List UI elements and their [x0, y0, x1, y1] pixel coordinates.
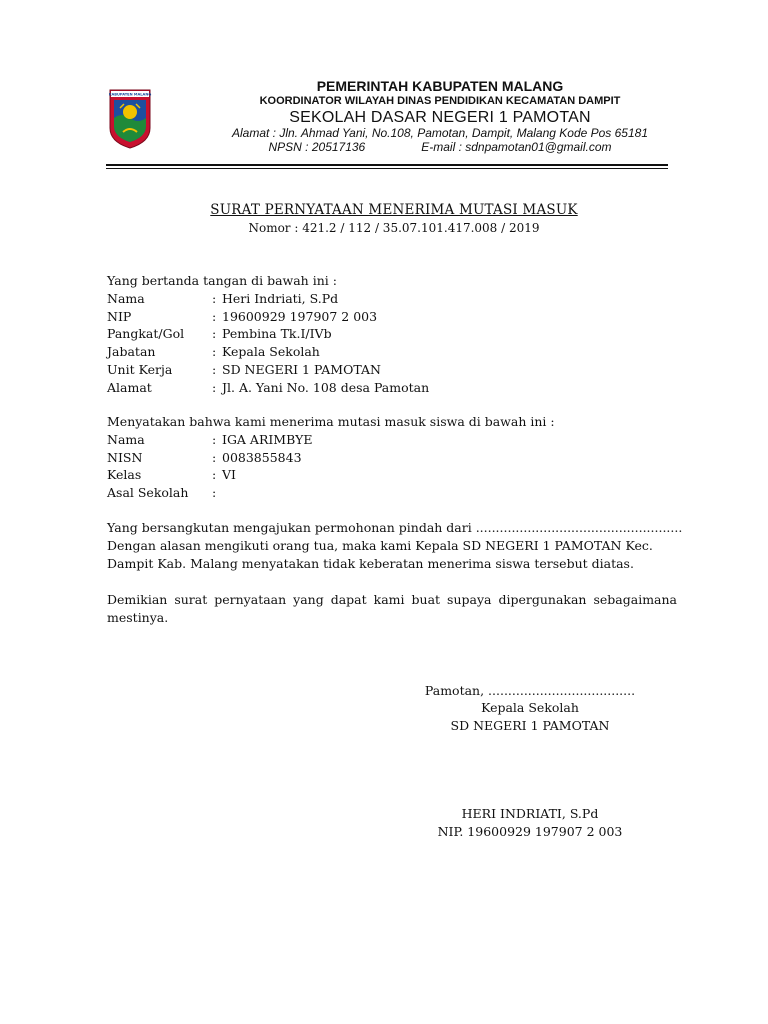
field-label: Unit Kerja	[107, 362, 173, 377]
field-label: Alamat	[107, 380, 152, 395]
signature-school: SD NEGERI 1 PAMOTAN	[450, 718, 610, 733]
field-value: SD NEGERI 1 PAMOTAN	[222, 362, 381, 377]
body-paragraph-1-line-1: Yang bersangkutan mengajukan permohonan pindah dari ....................................................	[107, 520, 683, 535]
field-separator: :	[212, 326, 217, 341]
field-separator: :	[212, 467, 217, 482]
letterhead-address: Alamat : Jln. Ahmad Yani, No.108, Pamotan, Dampit, Malang Kode Pos 65181	[231, 126, 648, 140]
field-value: Jl. A. Yani No. 108 desa Pamotan	[222, 380, 430, 395]
signature-position: Kepala Sekolah	[481, 700, 579, 715]
field-separator: :	[212, 485, 217, 500]
field-value: Pembina Tk.I/IVb	[222, 326, 332, 341]
field-separator: :	[212, 380, 217, 395]
letterhead-contact	[160, 140, 720, 154]
field-separator: :	[212, 362, 217, 377]
field-label: Kelas	[107, 467, 142, 482]
field-separator: :	[212, 450, 217, 465]
npsn-text: NPSN : 20517136	[268, 140, 366, 154]
field-label: NIP	[107, 309, 132, 324]
logo-text: KABUPATEN MALANG	[108, 92, 152, 97]
field-value: Kepala Sekolah	[222, 344, 320, 359]
field-value: 0083855843	[222, 450, 302, 465]
letterhead-government: PEMERINTAH KABUPATEN MALANG	[316, 78, 564, 94]
letterhead-divider-thick	[106, 164, 668, 166]
field-value: VI	[222, 467, 236, 482]
field-label: Nama	[107, 432, 145, 447]
district-emblem-logo	[108, 88, 152, 150]
body-paragraph-2: Demikian surat pernyataan yang dapat kami buat supaya dipergunakan sebagaimana mestinya.	[107, 592, 677, 625]
field-label: NISN	[107, 450, 143, 465]
letterhead-divider-thin	[106, 168, 668, 169]
field-label: Jabatan	[107, 344, 156, 359]
body-paragraph-1-line-2: Dengan alasan mengikuti orang tua, maka kami Kepala SD NEGERI 1 PAMOTAN Kec.	[107, 538, 653, 553]
signature-nip: NIP. 19600929 197907 2 003	[437, 824, 623, 839]
signature-place-date: Pamotan, .....................................	[424, 683, 636, 698]
field-label: Asal Sekolah	[107, 485, 189, 500]
field-separator: :	[212, 432, 217, 447]
letterhead-coordinator: KOORDINATOR WILAYAH DINAS PENDIDIKAN KECAMATAN DAMPIT	[259, 95, 621, 107]
field-value: 19600929 197907 2 003	[222, 309, 378, 324]
field-separator: :	[212, 309, 217, 324]
signature-name: HERI INDRIATI, S.Pd	[461, 806, 599, 821]
letter-title: SURAT PERNYATAAN MENERIMA MUTASI MASUK	[210, 202, 578, 218]
email-text: E-mail : sdnpamotan01@gmail.com	[421, 140, 612, 154]
field-separator: :	[212, 291, 217, 306]
student-intro: Menyatakan bahwa kami menerima mutasi masuk siswa di bawah ini :	[107, 414, 555, 429]
letter-number: Nomor : 421.2 / 112 / 35.07.101.417.008 / 2019	[248, 221, 540, 235]
field-separator: :	[212, 344, 217, 359]
field-label: Pangkat/Gol	[107, 326, 185, 341]
body-paragraph-1-line-3: Dampit Kab. Malang menyatakan tidak keberatan menerima siswa tersebut diatas.	[107, 556, 634, 571]
field-value: Heri Indriati, S.Pd	[222, 291, 339, 306]
field-value: IGA ARIMBYE	[222, 432, 313, 447]
letterhead-school-name: SEKOLAH DASAR NEGERI 1 PAMOTAN	[289, 109, 591, 126]
field-label: Nama	[107, 291, 145, 306]
signatory-intro: Yang bertanda tangan di bawah ini :	[107, 273, 337, 288]
